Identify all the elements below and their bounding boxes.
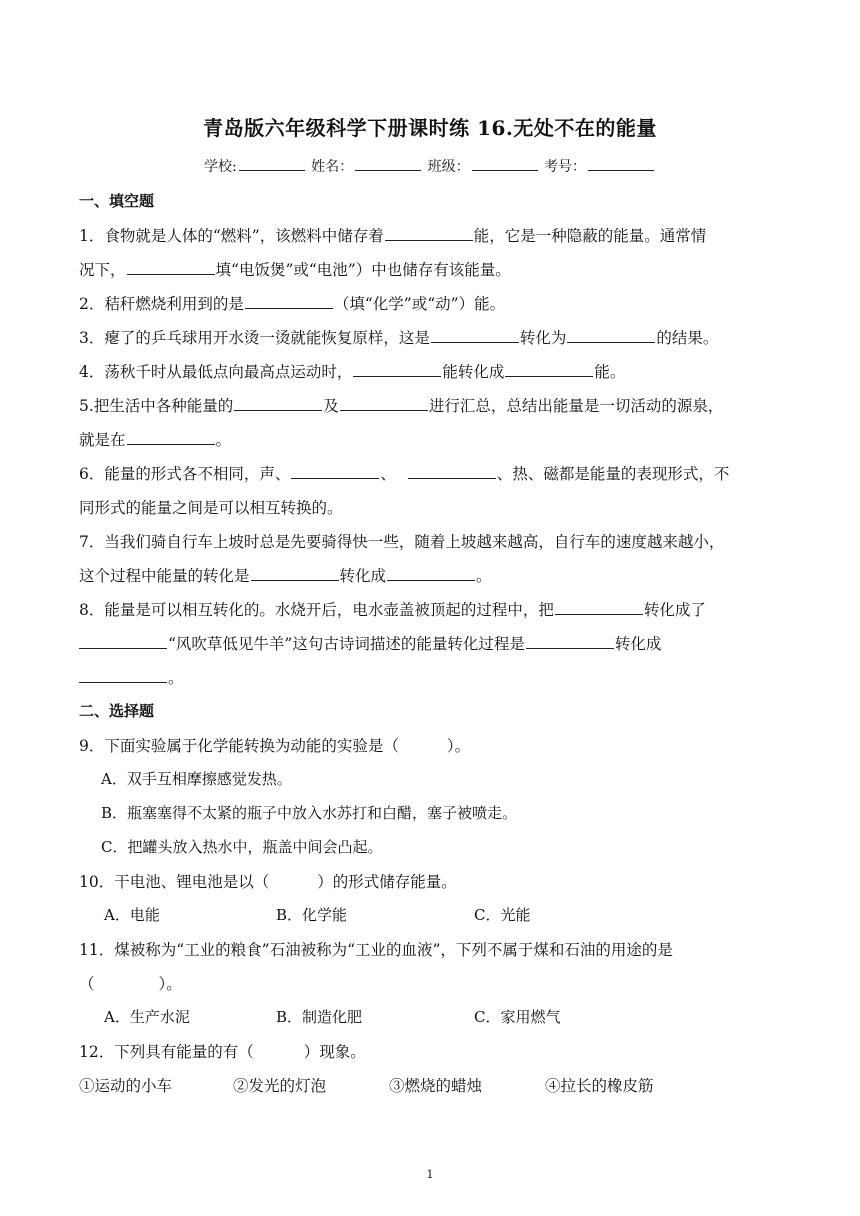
question-12-item-4: ④拉长的橡皮筋	[545, 1077, 654, 1095]
school-blank[interactable]	[239, 157, 305, 171]
class-blank[interactable]	[472, 157, 538, 171]
answer-blank[interactable]	[408, 464, 496, 479]
answer-blank[interactable]	[353, 362, 441, 377]
student-info-line	[0, 156, 860, 176]
question-11-stem: 11．煤被称为“工业的粮食”石油被称为“工业的血液”，下列不属于煤和石油的用途的是	[79, 941, 673, 959]
exam-number-label: 考号：	[544, 159, 587, 175]
answer-blank[interactable]	[340, 396, 428, 411]
answer-blank[interactable]	[127, 430, 215, 445]
answer-blank[interactable]	[526, 634, 614, 649]
answer-blank[interactable]	[555, 600, 643, 615]
question-10-option-c[interactable]: C．光能	[474, 906, 531, 924]
question-12-items	[79, 1074, 799, 1096]
answer-blank[interactable]	[387, 566, 475, 581]
question-11-options	[104, 1006, 560, 1027]
question-9-option-c[interactable]: C．把罐头放入热水中，瓶盖中间会凸起。	[101, 838, 383, 856]
class-label: 班级：	[427, 159, 470, 175]
question-12-item-3: ③燃烧的蜡烛	[389, 1077, 483, 1095]
exam-number-blank[interactable]	[588, 157, 654, 171]
answer-blank[interactable]	[234, 396, 322, 411]
answer-blank[interactable]	[431, 328, 519, 343]
question-1-line-1: 1．食物就是人体的“燃料”，该燃料中储存着 能，它是一种隐蔽的能量。通常情	[79, 227, 707, 245]
question-10-options	[104, 904, 530, 925]
answer-blank[interactable]	[291, 464, 379, 479]
question-6-line-1: 6．能量的形式各不相同，声、 、 、热、磁都是能量的表现形式，不	[79, 465, 730, 483]
school-label: 学校:	[203, 159, 237, 175]
question-3: 3．瘪了的乒乓球用开水烫一烫就能恢复原样，这是 转化为 的结果。	[79, 329, 719, 347]
question-7-line-1: 7．当我们骑自行车上坡时总是先要骑得快一些，随着上坡越来越高，自行车的速度越来越小，	[79, 533, 725, 551]
question-5-line-2: 就是在 。	[79, 431, 232, 449]
question-10-option-b[interactable]: B．化学能	[276, 906, 348, 924]
answer-blank[interactable]	[79, 634, 167, 649]
question-6-line-2: 同形式的能量之间是可以相互转换的。	[79, 499, 343, 517]
question-5-line-1: 5.把生活中各种能量的 及 进行汇总，总结出能量是一切活动的源泉，	[79, 397, 724, 415]
name-blank[interactable]	[355, 157, 421, 171]
question-4: 4．荡秋千时从最低点向最高点运动时， 能转化成 能。	[79, 363, 626, 381]
question-12-item-1: ①运动的小车	[79, 1077, 173, 1095]
name-label: 姓名：	[311, 159, 354, 175]
question-9-stem: 9．下面实验属于化学能转换为动能的实验是（ ）。	[79, 737, 471, 755]
question-10-option-a[interactable]: A．电能	[104, 906, 160, 924]
page-number: 1	[426, 1168, 434, 1181]
page-title: 青岛版六年级科学下册课时练 16.无处不在的能量	[203, 116, 657, 140]
question-11-paren: （ ）。	[79, 975, 182, 993]
answer-blank[interactable]	[127, 260, 215, 275]
question-11-option-c[interactable]: C．家用燃气	[474, 1008, 561, 1026]
question-12-item-2: ②发光的灯泡	[233, 1077, 327, 1095]
question-12-stem: 12．下列具有能量的有（ ）现象。	[79, 1043, 366, 1061]
question-9-option-a[interactable]: A．双手互相摩擦感觉发热。	[101, 770, 292, 788]
question-1-line-2: 况下， 填“电饭煲”或“电池”）中也储存有该能量。	[79, 261, 511, 279]
answer-blank[interactable]	[505, 362, 593, 377]
question-11-option-a[interactable]: A．生产水泥	[104, 1008, 190, 1026]
answer-blank[interactable]	[251, 566, 339, 581]
question-7-line-2: 这个过程中能量的转化是 转化成 。	[79, 567, 492, 585]
question-11-option-b[interactable]: B．制造化肥	[276, 1008, 363, 1026]
answer-blank[interactable]	[567, 328, 655, 343]
question-8-line-3: 。	[79, 666, 799, 688]
section-heading-choice: 二、选择题	[79, 702, 155, 720]
question-2: 2．秸秆燃烧利用到的是 （填“化学”或“动”）能。	[79, 295, 506, 313]
question-8-line-2: “风吹草低见牛羊”这句古诗词描述的能量转化过程是 转化成	[79, 632, 799, 654]
answer-blank[interactable]	[79, 668, 167, 683]
section-heading-fill-blank: 一、填空题	[79, 192, 155, 210]
question-8-line-1: 8．能量是可以相互转化的。水烧开后，电水壶盖被顶起的过程中，把 转化成了	[79, 601, 706, 619]
answer-blank[interactable]	[385, 226, 473, 241]
question-10-stem: 10．干电池、锂电池是以（ ）的形式储存能量。	[79, 873, 457, 891]
question-9-option-b[interactable]: B．瓶塞塞得不太紧的瓶子中放入水苏打和白醋，塞子被喷走。	[101, 804, 518, 822]
answer-blank[interactable]	[245, 294, 333, 309]
